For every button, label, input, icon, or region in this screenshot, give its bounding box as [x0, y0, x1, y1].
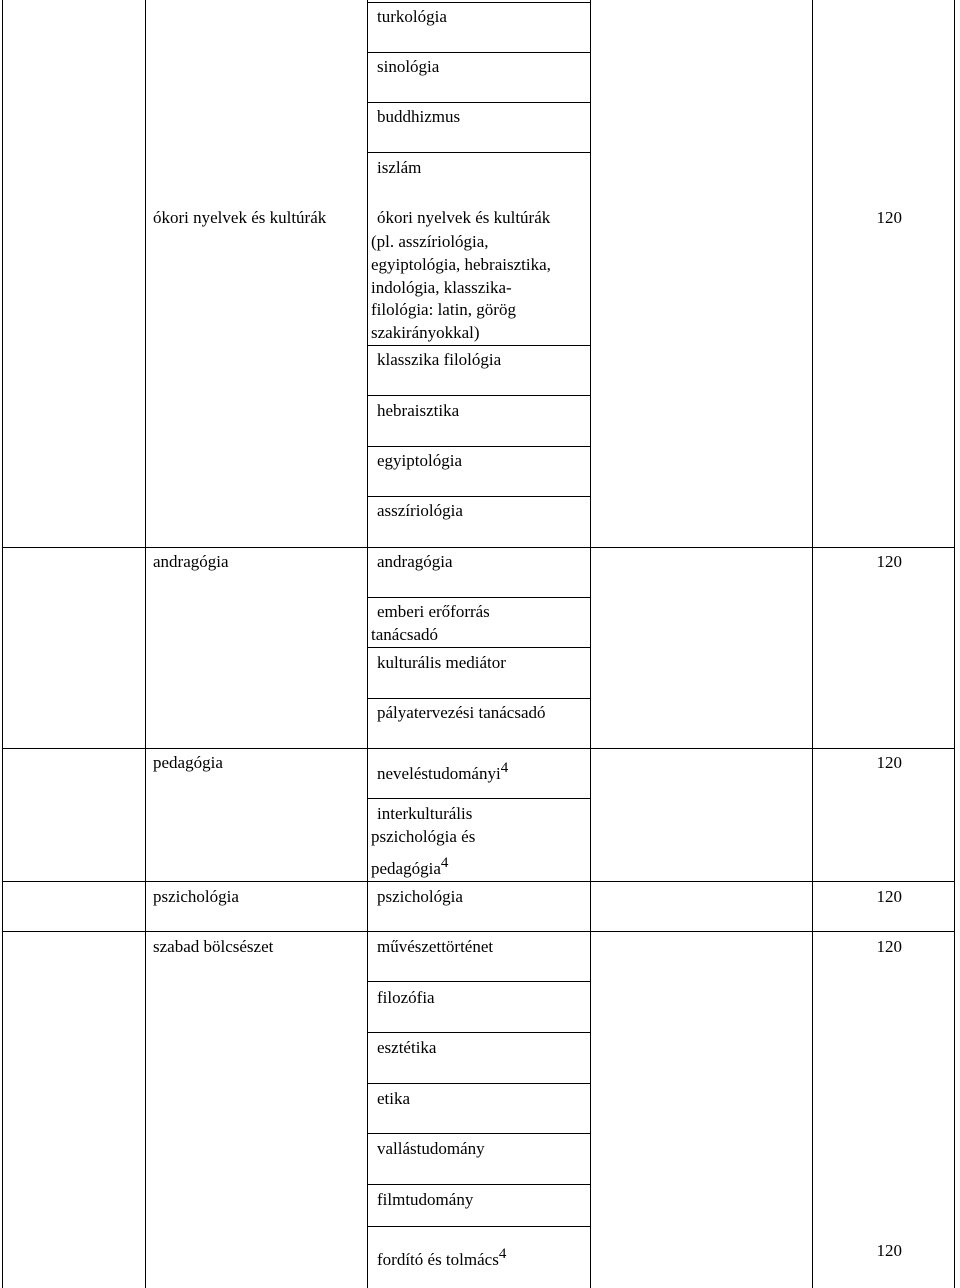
- subject-cell: buddhizmus: [377, 107, 461, 126]
- subject-cell: [377, 1246, 507, 1270]
- table-border-col2-right: [590, 0, 591, 1288]
- table-border-col3: [812, 0, 813, 1288]
- table-border-col1: [145, 0, 146, 1288]
- row-divider: [367, 1226, 591, 1227]
- footnote-marker: 4: [500, 760, 509, 776]
- row-divider: [367, 1184, 591, 1185]
- subject-cell: vallástudomány: [377, 1139, 485, 1158]
- subject-cell: filmtudomány: [377, 1190, 474, 1209]
- subject-cell-line: tanácsadó: [371, 625, 439, 644]
- section-divider: [2, 547, 955, 548]
- program-cell: pedagógia: [153, 753, 223, 772]
- subject-cell: filozófia: [377, 988, 435, 1007]
- subject-cell-line: filológia: latin, görög: [371, 300, 516, 319]
- row-divider: [367, 647, 591, 648]
- section-divider: [2, 748, 955, 749]
- subject-cell: iszlám: [377, 158, 422, 177]
- subject-text: fordító és tolmács: [377, 1250, 499, 1269]
- subject-cell-line: interkulturális: [377, 804, 473, 823]
- row-divider: [367, 345, 591, 346]
- credits-cell: 120: [876, 753, 902, 772]
- footnote-marker: 4: [498, 1246, 507, 1262]
- subject-cell: egyiptológia: [377, 451, 462, 470]
- subject-cell: asszíriológia: [377, 501, 463, 520]
- row-divider: [367, 152, 591, 153]
- subject-text: pedagógia: [371, 859, 441, 878]
- table-border-col2-left: [367, 0, 368, 1288]
- row-divider: [367, 52, 591, 53]
- footnote-marker: 4: [440, 855, 449, 871]
- credits-cell: 120: [876, 887, 902, 906]
- section-divider: [2, 931, 955, 932]
- row-divider: [367, 981, 591, 982]
- subject-cell-line: indológia, klasszika-: [371, 278, 512, 297]
- credits-cell: 120: [876, 208, 902, 227]
- subject-cell: etika: [377, 1089, 411, 1108]
- row-divider: [367, 1083, 591, 1084]
- subject-cell: kulturális mediátor: [377, 653, 506, 672]
- subject-cell-line: emberi erőforrás: [377, 602, 490, 621]
- table-border-left: [2, 0, 3, 1288]
- subject-cell: pályatervezési tanácsadó: [377, 703, 546, 722]
- row-divider: [367, 798, 591, 799]
- subject-cell-line: ókori nyelvek és kultúrák: [377, 208, 551, 227]
- credits-cell: 120: [876, 937, 902, 956]
- subject-cell-line: szakirányokkal): [371, 323, 480, 342]
- subject-cell: pszichológia: [377, 887, 463, 906]
- row-divider: [367, 698, 591, 699]
- subject-cell: hebraisztika: [377, 401, 460, 420]
- row-divider: [367, 1032, 591, 1033]
- program-cell: pszichológia: [153, 887, 239, 906]
- program-cell: andragógia: [153, 552, 229, 571]
- subject-cell: andragógia: [377, 552, 453, 571]
- credits-cell: 120: [876, 1241, 902, 1260]
- row-divider: [367, 395, 591, 396]
- row-divider: [367, 2, 591, 3]
- section-divider: [2, 881, 955, 882]
- subject-cell: turkológia: [377, 7, 447, 26]
- subject-cell: klasszika filológia: [377, 350, 502, 369]
- subject-cell-line: egyiptológia, hebraisztika,: [371, 255, 551, 274]
- credits-cell: 120: [876, 552, 902, 571]
- row-divider: [367, 597, 591, 598]
- program-cell: ókori nyelvek és kultúrák: [153, 208, 327, 227]
- subject-cell: művészettörténet: [377, 937, 494, 956]
- row-divider: [367, 496, 591, 497]
- program-cell: szabad bölcsészet: [153, 937, 274, 956]
- row-divider: [367, 1133, 591, 1134]
- table-border-right: [954, 0, 955, 1288]
- subject-text: neveléstudományi: [377, 764, 501, 783]
- row-divider: [367, 102, 591, 103]
- row-divider: [367, 446, 591, 447]
- subject-cell-line: pszichológia és: [371, 827, 476, 846]
- subject-cell: sinológia: [377, 57, 440, 76]
- subject-cell-line: [371, 855, 449, 879]
- subject-cell-line: (pl. asszíriológia,: [371, 232, 489, 251]
- subject-cell: esztétika: [377, 1038, 437, 1057]
- subject-cell: [377, 760, 509, 784]
